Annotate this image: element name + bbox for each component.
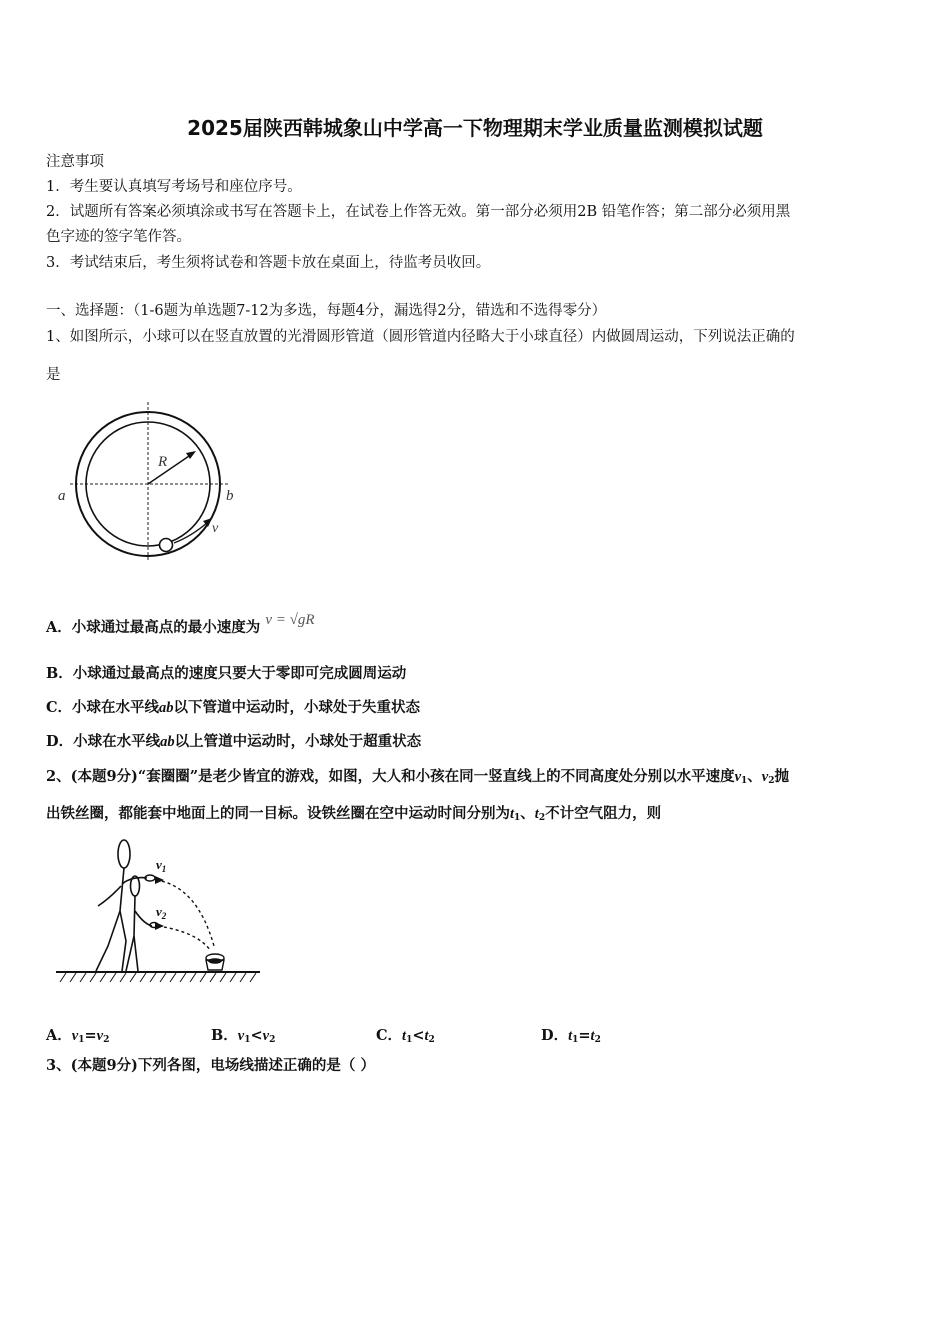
q1-option-a-text: A．小球通过最高点的最小速度为: [46, 619, 261, 636]
q2-stem-line1: [46, 768, 789, 790]
child-trajectory: [158, 926, 210, 950]
q1-option-c-pre: C．小球在水平线: [46, 699, 160, 716]
q2-option-a-op: =: [84, 1027, 97, 1044]
q2-stem-b-post: 不计空气阻力，则: [545, 805, 662, 822]
adult-velocity-label: $v_1$: [156, 857, 167, 874]
q2-option-b-label: B．: [211, 1027, 238, 1044]
q3-stem-text: 下列各图，电场线描述正确的是（ ）: [137, 1057, 375, 1074]
q2-t2: t: [534, 806, 539, 822]
q1-option-c[interactable]: [46, 699, 420, 717]
child-figure: [126, 876, 152, 971]
q1-option-c-post: 以下管道中运动时，小球处于失重状态: [173, 699, 421, 716]
q2-option-b-rsub: 2: [269, 1035, 276, 1045]
q2-t1: t: [510, 806, 515, 822]
q2-option-d-rhs: t: [590, 1028, 595, 1044]
q3-number: 3、: [46, 1057, 71, 1074]
q2-option-d-lhs: t: [568, 1028, 573, 1044]
q1-circle-figure: [50, 400, 250, 570]
q2-option-d-lsub: 1: [572, 1035, 579, 1045]
notice-item-3: 3．考试结束后，考生须将试卷和答题卡放在桌面上，待监考员收回。: [46, 255, 491, 271]
velocity-label: v: [212, 521, 219, 536]
q2-option-d-op: =: [578, 1027, 591, 1044]
q3-stem: [46, 1057, 375, 1075]
radius-arrow: [148, 454, 192, 484]
q2-option-b-lsub: 1: [244, 1035, 251, 1045]
q2-option-c-rsub: 2: [428, 1035, 435, 1045]
q2-sep-1: 、: [747, 768, 762, 785]
section-heading: 一、选择题：（1-6题为单选题7-12为多选，每题4分，漏选得2分，错选和不选得零分）: [46, 303, 607, 319]
q2-sep-2: 、: [520, 805, 535, 822]
q2-stem-a-end: 抛: [774, 768, 789, 785]
q2-option-d-rsub: 2: [594, 1035, 601, 1045]
q2-stem-line2: [46, 805, 661, 827]
q2-option-b-op: <: [250, 1027, 263, 1044]
q2-option-d-label: D．: [541, 1027, 569, 1044]
q1-option-c-ab: ab: [159, 700, 174, 716]
notice-heading: 注意事项: [46, 154, 104, 170]
velocity-arrow: [174, 522, 208, 543]
q2-option-b-rhs: v: [262, 1028, 270, 1044]
q2-v1: v: [734, 769, 742, 785]
notice-item-2-cont: 色字迹的签字笔作答。: [46, 229, 191, 245]
q2-option-c[interactable]: [376, 1024, 435, 1045]
q2-score: (本题9分): [70, 768, 138, 785]
child-velocity-label: $v_2$: [156, 904, 167, 921]
target-object: [206, 954, 224, 970]
point-a-label: a: [58, 488, 66, 504]
q1-option-d-ab: ab: [160, 734, 175, 750]
q1-option-d[interactable]: [46, 733, 421, 751]
q2-option-c-rhs: t: [424, 1028, 429, 1044]
q2-option-a[interactable]: [46, 1024, 109, 1045]
q2-number: 2、: [46, 768, 71, 785]
q2-stem-b-pre: 出铁丝圈，都能套中地面上的同一目标。设铁丝圈在空中运动时间分别为: [46, 805, 510, 822]
q2-option-a-lsub: 1: [78, 1035, 85, 1045]
adult-figure: [96, 840, 147, 971]
q2-option-c-lsub: 1: [406, 1035, 413, 1045]
q2-option-c-lhs: t: [402, 1028, 407, 1044]
q1-option-d-pre: D．小球在水平线: [46, 733, 161, 750]
q2-stem-a: “套圈圈”是老少皆宜的游戏，如图，大人和小孩在同一竖直线上的不同高度处分别以水平速度: [137, 768, 735, 785]
q1-option-b[interactable]: B．小球通过最高点的速度只要大于零即可完成圆周运动: [46, 665, 407, 682]
q2-option-a-lhs: v: [71, 1028, 79, 1044]
q2-option-c-op: <: [412, 1027, 425, 1044]
q1-stem-line1: 1、如图所示，小球可以在竖直放置的光滑圆形管道（圆形管道内径略大于小球直径）内做圆周运动，下列说法正确的: [46, 329, 795, 345]
q2-v2-sub: 2: [768, 776, 775, 786]
q2-ring-toss-figure: [52, 836, 264, 986]
q1-option-a[interactable]: [46, 612, 315, 637]
q2-option-b[interactable]: [211, 1024, 275, 1045]
q2-option-d[interactable]: [541, 1024, 601, 1045]
q2-option-a-rsub: 2: [103, 1035, 110, 1045]
q2-t2-sub: 2: [538, 813, 546, 823]
q1-option-a-formula: v = √gR: [265, 612, 315, 628]
q1-option-d-post: 以上管道中运动时，小球处于超重状态: [174, 733, 422, 750]
ball: [160, 539, 173, 552]
ground-hatching: [60, 973, 256, 982]
q2-option-b-lhs: v: [237, 1028, 245, 1044]
q2-v1-sub: 1: [741, 776, 748, 786]
point-b-label: b: [226, 488, 234, 504]
q2-t1-sub: 1: [514, 813, 521, 823]
notice-item-2: 2．试题所有答案必须填涂或书写在答题卡上，在试卷上作答无效。第一部分必须用2B 铅笔作答；第二部分必须用黑: [46, 204, 791, 220]
q2-option-a-rhs: v: [96, 1028, 104, 1044]
page-title: 2025届陕西韩城象山中学高一下物理期末学业质量监测模拟试题: [187, 116, 763, 140]
q2-option-c-label: C．: [376, 1027, 403, 1044]
q1-stem-line2: 是: [46, 367, 61, 383]
notice-item-1: 1．考生要认真填写考场号和座位序号。: [46, 179, 302, 195]
radius-label: R: [158, 454, 168, 470]
q2-option-a-label: A．: [46, 1027, 72, 1044]
q3-score: (本题9分): [70, 1057, 138, 1074]
q2-v2: v: [761, 769, 769, 785]
